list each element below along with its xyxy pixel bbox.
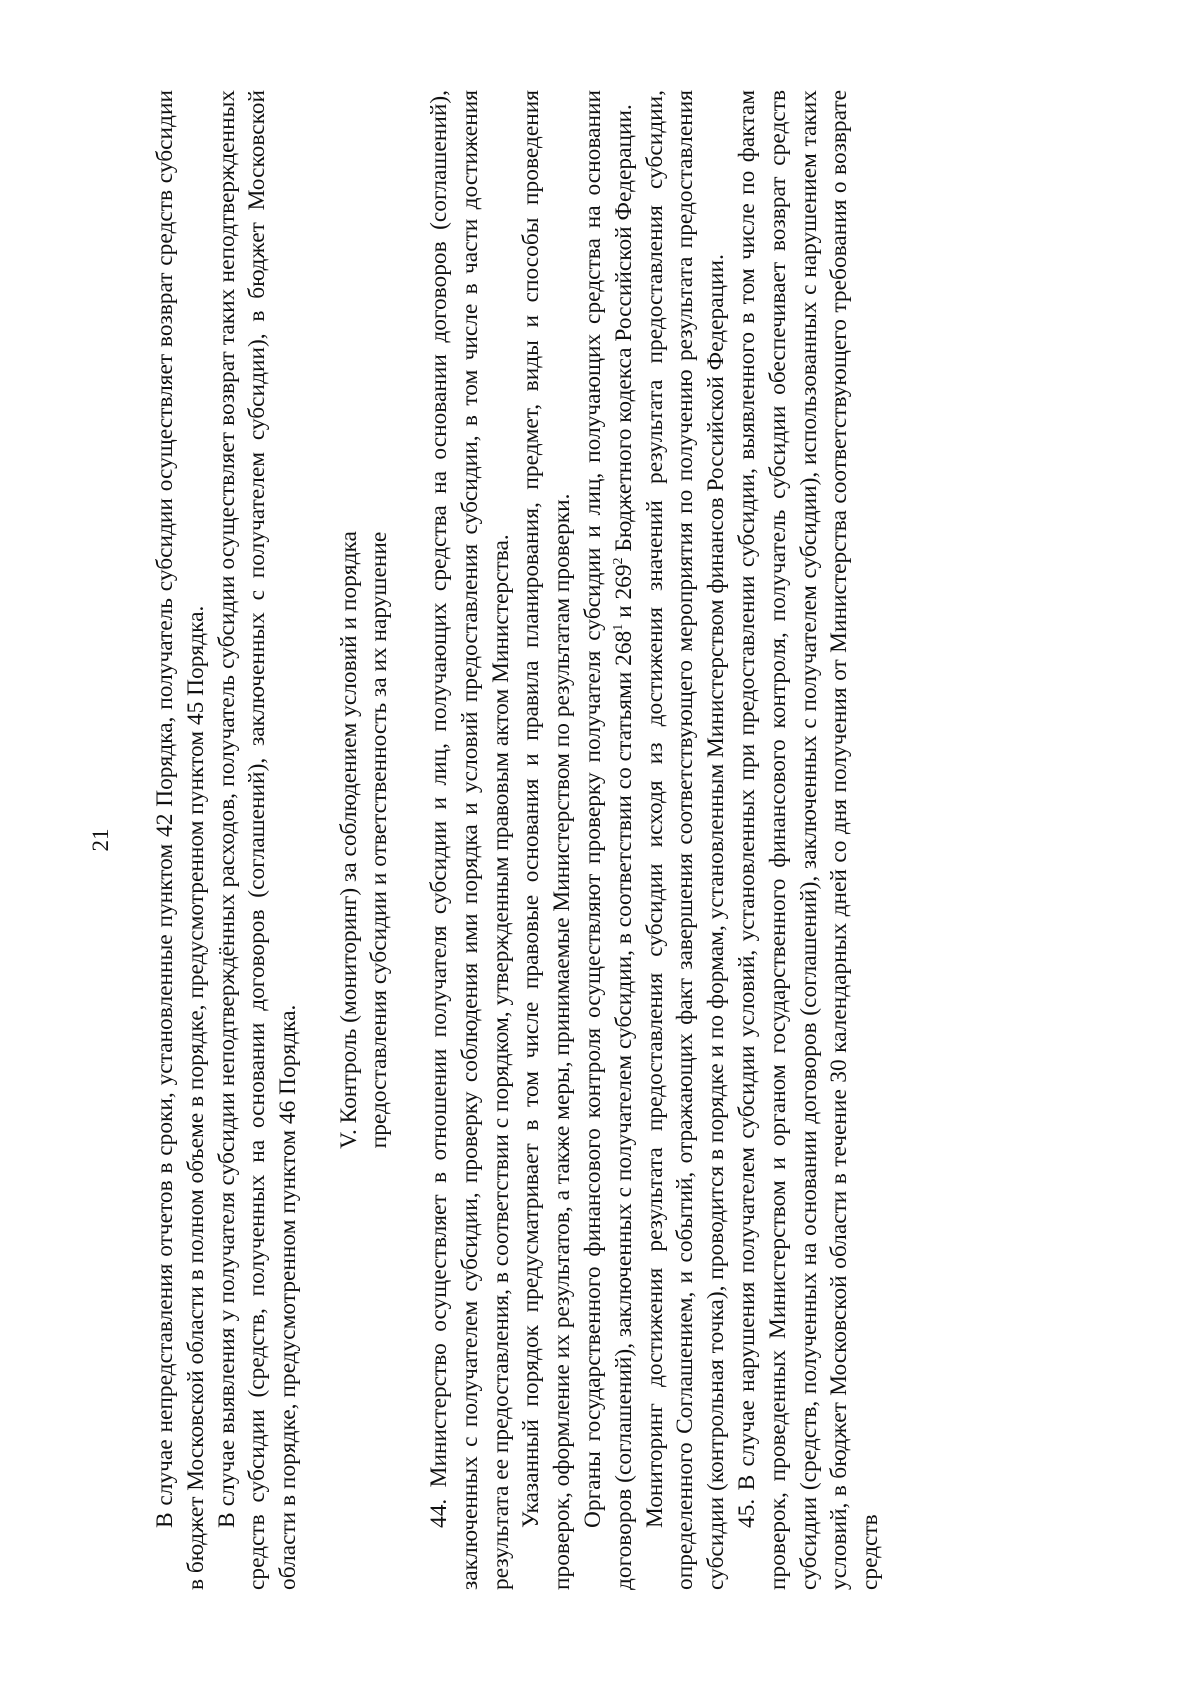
paragraph-44: 44. Министерство осуществляет в отношении получателя субсидии и лиц, получающих средства на основании договоров (соглашений), заключенных с получателем субсидии, проверку соблюдения ими порядка и условий предоставления субсидии, в том числе в части достижения результата ее предоставления, в соответствии с порядком, утвержденным правовым актом Министерства. xyxy=(425,90,514,1590)
page-number: 21 xyxy=(88,828,113,852)
budget-text-mid: и 269 xyxy=(610,564,637,624)
main-paragraphs xyxy=(424,90,886,1590)
paragraph-procedure: Указанный порядок предусматривает в том числе правовые основания и правила планирования, предмет, виды и способы проведения проверок, оформление их результатов, а также меры, принимаемые Министерством по результатам проверки. xyxy=(518,90,576,1590)
section-heading-line2: предоставления субсидии и ответственность за их нарушение xyxy=(365,531,392,1149)
paragraph-unconfirmed-expenses: В случае выявления у получателя субсидии неподтверждённых расходов, получатель субсидии осуществляет возврат таких неподтвержденных средств субсидии (средств, полученных на основании договоров (соглашений), заключенных с получателем субсидии), в бюджет Московской области в порядке, предусмотренном пунктом 46 Порядка. xyxy=(213,90,302,1590)
paragraph-monitoring: Мониторинг достижения результата предоставления субсидии исходя из достижения значений результата предоставления субсидии, определенного Соглашением, и событий, отражающих факт завершения соответствующего мероприятия по получению результата предоставления субсидии (контрольная точка), проводится в порядке и по формам, установленным Министерством финансов Российской Федерации. xyxy=(641,90,730,1590)
superscript-1: 1 xyxy=(610,623,626,631)
paragraph-reports-not-submitted: В случае непредставления отчетов в сроки, установленные пунктом 42 Порядка, получатель субсидии осуществляет возврат средств субсидии в бюджет Московской области в полном объеме в порядке, предусмотренном пунктом 45 Порядка. xyxy=(152,90,209,1590)
budget-text-after: Бюджетного кодекса Российской Федерации. xyxy=(610,104,637,558)
section-heading-line1: V. Контроль (мониторинг) за соблюдением условий и порядка xyxy=(335,531,362,1149)
paragraph-budget-code xyxy=(578,90,640,1590)
top-paragraphs xyxy=(150,90,304,1590)
rotated-page-content xyxy=(88,90,1030,1590)
section-heading xyxy=(334,90,394,1590)
paragraph-45: 45. В случае нарушения получателем субсидии условий, установленных при предоставлении субсидии, выявленного в том числе по фактам проверок, проведенных Министерством и органом государственного финансового контроля, получатель субсидии обеспечивает возврат средств субсидии (средств, полученных на основании договоров (соглашений), заключенных с получателем субсидии), использованных с нарушением таких условий, в бюджет Московской области в течение 30 календарных дней со дня получения от Министерства соответствующего требования о возврате средств xyxy=(733,90,884,1590)
budget-text-before: Органы государственного финансового контроля осуществляют проверку получателя субсидии и лиц, получающих средства на основании договоров (соглашений), заключенных с получателем субсидии, в соответствии со статьями 268 xyxy=(579,90,637,1590)
superscript-2: 2 xyxy=(610,557,626,565)
